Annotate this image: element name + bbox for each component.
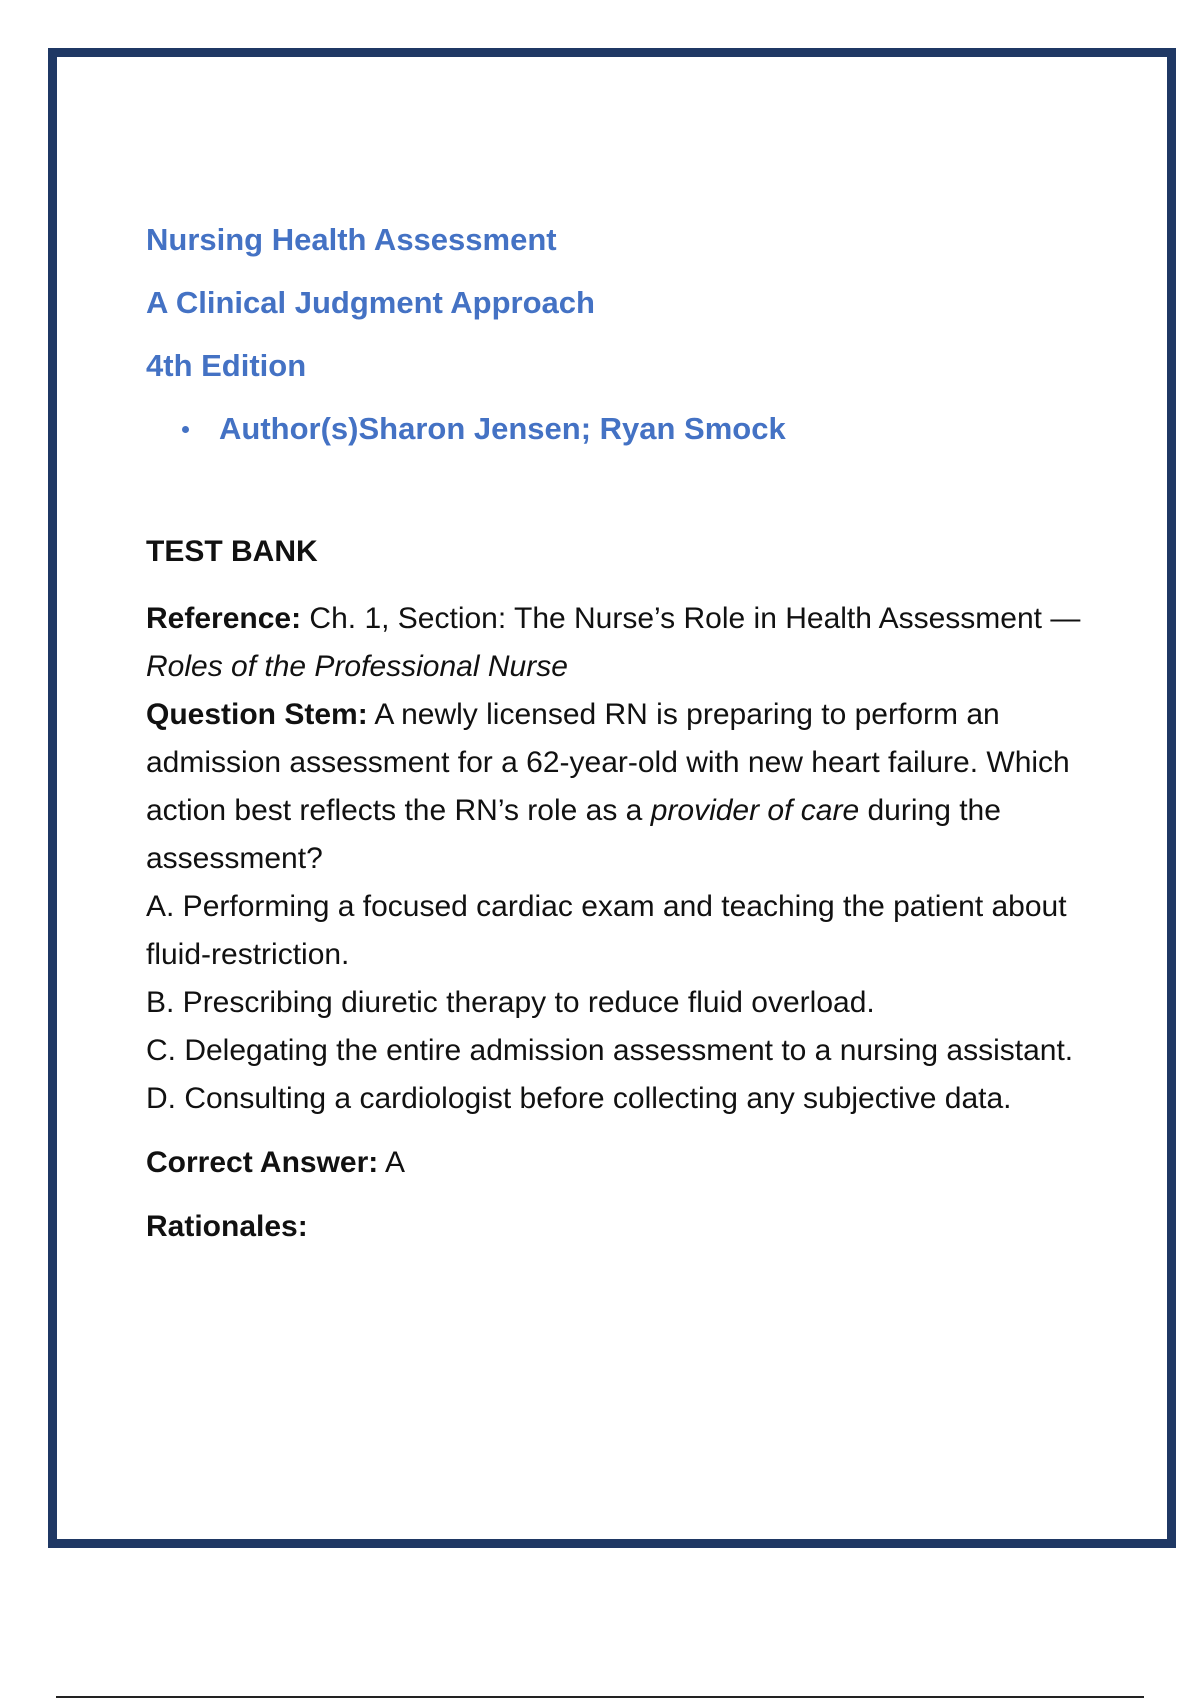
stem-label: Question Stem:	[146, 698, 368, 731]
book-edition: 4th Edition	[146, 348, 307, 383]
correct-answer	[146, 1139, 1086, 1187]
document-content	[146, 220, 1086, 1251]
reference-paragraph	[146, 595, 1086, 691]
option-d: D. Consulting a cardiologist before collecting any subjective data.	[146, 1082, 1012, 1115]
page-footer-rule	[56, 1696, 1144, 1698]
stem-end: during the assessment?	[146, 794, 1001, 875]
question-stem	[146, 691, 1086, 883]
rationales-paragraph	[146, 1203, 1086, 1251]
stem-italic: provider of care	[650, 794, 860, 827]
authors-list-item	[182, 409, 1086, 449]
rationales-label: Rationales:	[146, 1210, 308, 1243]
option-c: C. Delegating the entire admission assessment to a nursing assistant.	[146, 1034, 1074, 1067]
stem-text: A newly licensed RN is preparing to perform an admission assessment for a 62-year-old with new heart failure. Which action best reflects the RN’s role as a	[146, 698, 1070, 827]
bullet-icon	[182, 426, 189, 433]
option-a: A. Performing a focused cardiac exam and teaching the patient about fluid-restriction.	[146, 890, 1067, 971]
test-bank-heading: TEST BANK	[146, 535, 318, 568]
authors-text: Author(s)Sharon Jensen; Ryan Smock	[219, 411, 786, 446]
book-subtitle: A Clinical Judgment Approach	[146, 285, 595, 320]
option-b: B. Prescribing diuretic therapy to reduce fluid overload.	[146, 986, 875, 1019]
reference-label: Reference:	[146, 602, 302, 635]
reference-italic: Roles of the Professional Nurse	[146, 650, 568, 683]
answer-value: A	[384, 1146, 405, 1179]
book-title: Nursing Health Assessment	[146, 222, 557, 257]
answer-label: Correct Answer:	[146, 1146, 379, 1179]
reference-text: Ch. 1, Section: The Nurse’s Role in Health Assessment —	[309, 602, 1081, 635]
